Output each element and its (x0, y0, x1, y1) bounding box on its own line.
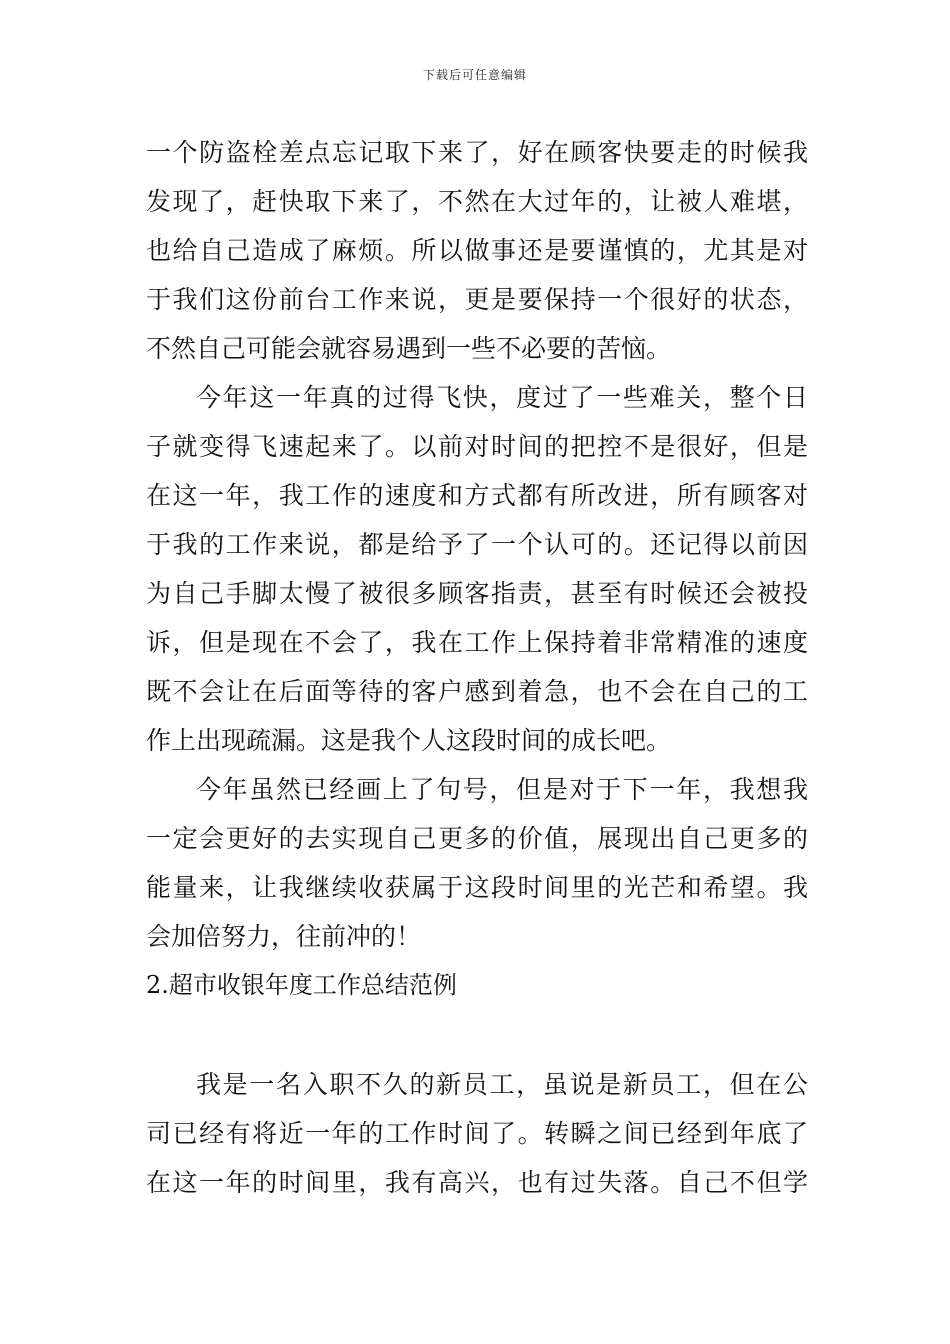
text-line: 一定会更好的去实现自己更多的价值，展现出自己更多的 (146, 824, 808, 853)
text-line: 不然自己可能会就容易遇到一些不必要的苦恼。 (146, 334, 672, 363)
text-line: 也给自己造成了麻烦。所以做事还是要谨慎的，尤其是对 (146, 236, 808, 265)
text-line: 于我们这份前台工作来说，更是要保持一个很好的状态， (146, 285, 808, 314)
text-line: 能量来，让我继续收获属于这段时间里的光芒和希望。我 (146, 873, 808, 902)
text-line: 一个防盗栓差点忘记取下来了，好在顾客快要走的时候我 (146, 138, 808, 167)
paragraph-4 (146, 1060, 808, 1207)
section-heading: 2.超市收银年度工作总结范例 (146, 971, 457, 999)
paragraph-2 (146, 373, 808, 765)
text-line: 今年这一年真的过得飞快，度过了一些难关，整个日 (196, 383, 808, 412)
text-line: 诉，但是现在不会了，我在工作上保持着非常精准的速度 (146, 628, 808, 657)
text-line: 会加倍努力，往前冲的！ (146, 922, 422, 951)
paragraph-1 (146, 128, 808, 373)
paragraph-3 (146, 765, 808, 961)
blank-line (146, 1010, 808, 1060)
text-line: 我是一名入职不久的新员工，虽说是新员工，但在公 (196, 1070, 808, 1099)
text-line: 司已经有将近一年的工作时间了。转瞬之间已经到年底了 (146, 1119, 808, 1148)
page-header: 下载后可任意编辑 (422, 68, 527, 82)
text-line: 既不会让在后面等待的客户感到着急，也不会在自己的工 (146, 677, 808, 706)
text-line: 为自己手脚太慢了被很多顾客指责，甚至有时候还会被投 (146, 579, 808, 608)
text-line: 作上出现疏漏。这是我个人这段时间的成长吧。 (146, 726, 672, 755)
text-line: 今年虽然已经画上了句号，但是对于下一年，我想我 (196, 775, 808, 804)
text-line: 在这一年的时间里，我有高兴，也有过失落。自己不但学 (146, 1168, 808, 1197)
text-line: 于我的工作来说，都是给予了一个认可的。还记得以前因 (146, 530, 808, 559)
document-body (146, 128, 808, 1207)
text-line: 发现了，赶快取下来了，不然在大过年的，让被人难堪， (146, 187, 808, 216)
text-line: 在这一年，我工作的速度和方式都有所改进，所有顾客对 (146, 481, 808, 510)
text-line: 子就变得飞速起来了。以前对时间的把控不是很好，但是 (146, 432, 808, 461)
